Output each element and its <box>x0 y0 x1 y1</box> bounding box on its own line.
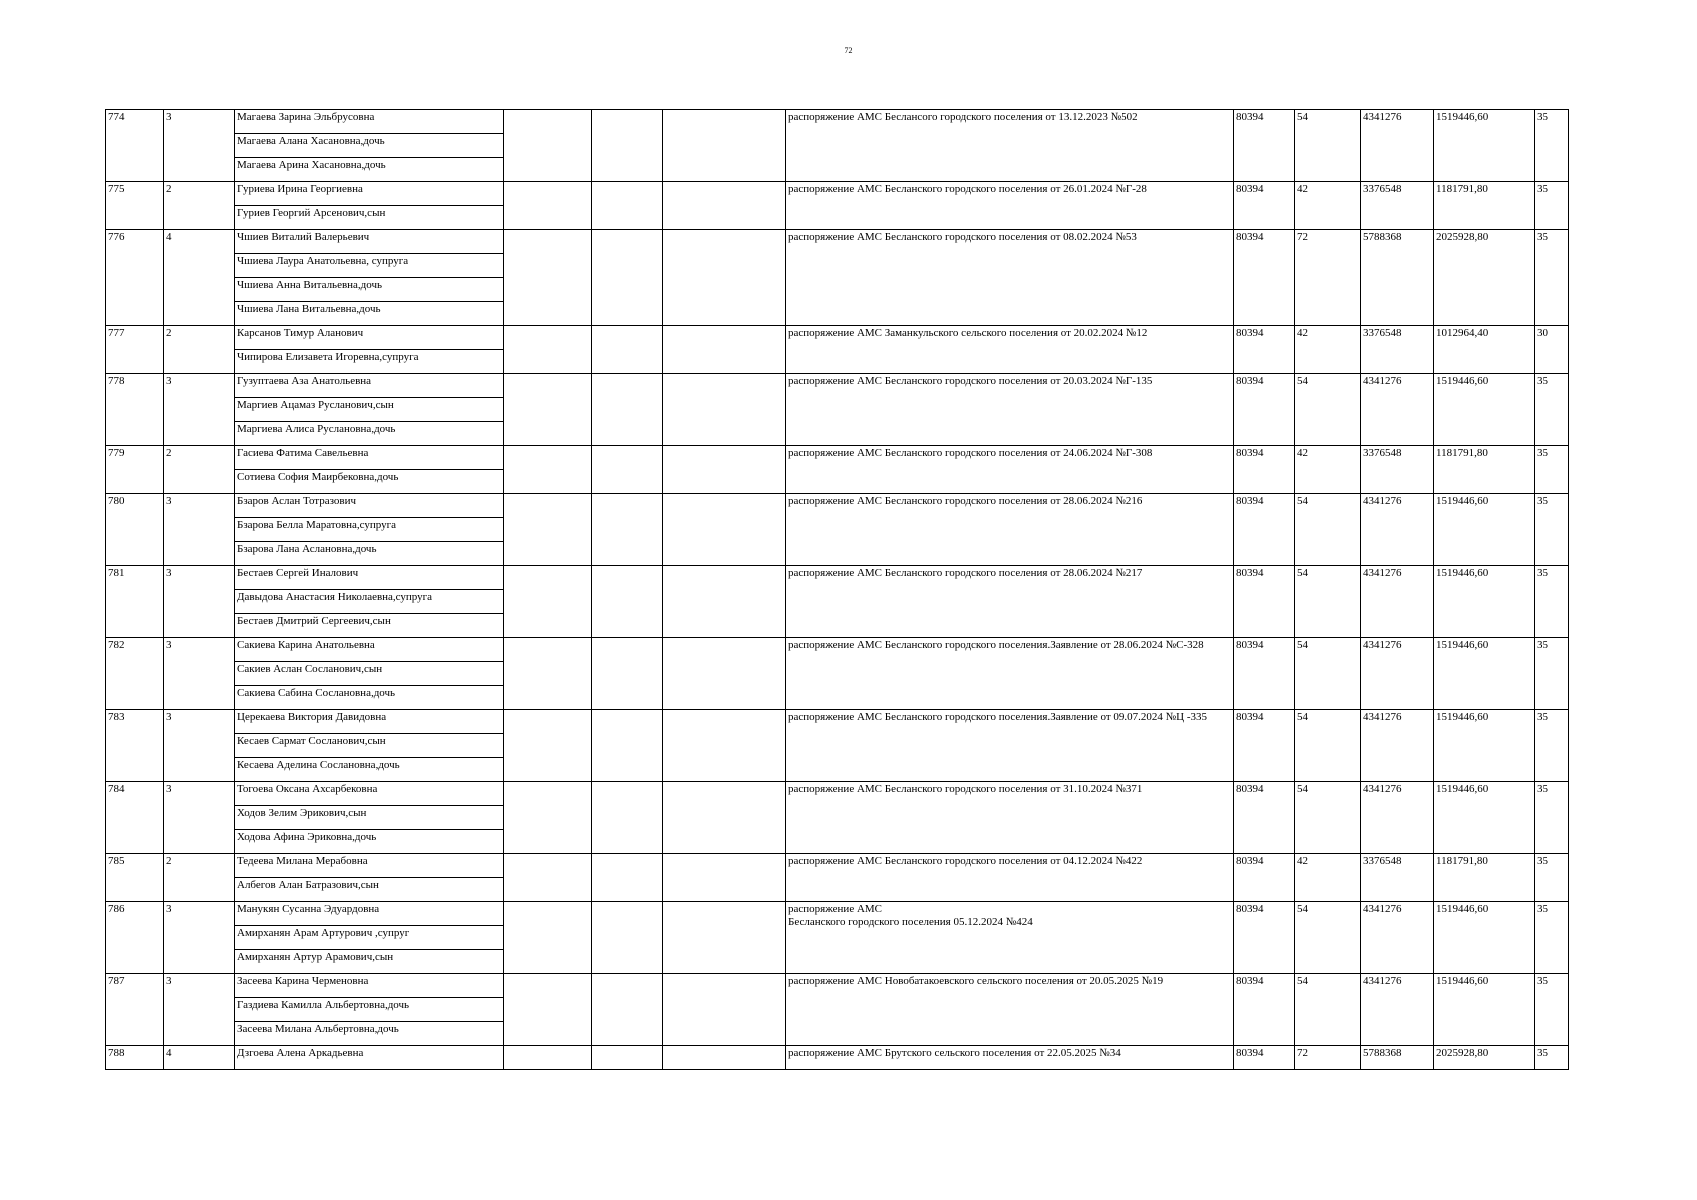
total-cost-cell: 5788368 <box>1361 1046 1434 1070</box>
document-reference-cell: распоряжение АМС Бесланского городского поселения от 31.10.2024 №371 <box>786 782 1234 854</box>
family-size-cell: 3 <box>164 638 235 710</box>
record-number-cell: 775 <box>106 182 164 230</box>
empty-cell <box>663 782 786 854</box>
empty-cell <box>663 710 786 782</box>
empty-cell <box>504 974 592 1046</box>
family-member-cell: Магаева Арина Хасановна,дочь <box>235 158 504 182</box>
percent-cell: 35 <box>1535 110 1569 182</box>
empty-cell <box>592 566 663 638</box>
area-cell: 42 <box>1295 446 1361 494</box>
family-size-cell: 2 <box>164 446 235 494</box>
empty-cell <box>504 110 592 182</box>
empty-cell <box>504 1046 592 1070</box>
family-size-cell: 3 <box>164 902 235 974</box>
payment-cell: 1519446,60 <box>1434 902 1535 974</box>
area-cell: 42 <box>1295 326 1361 374</box>
family-member-cell: Чшиева Лаура Анатольевна, супруга <box>235 254 504 278</box>
family-member-cell: Гуриев Георгий Арсенович,сын <box>235 206 504 230</box>
empty-cell <box>663 374 786 446</box>
empty-cell <box>592 974 663 1046</box>
area-cell: 72 <box>1295 230 1361 326</box>
family-member-cell: Албегов Алан Батразович,сын <box>235 878 504 902</box>
payment-cell: 1181791,80 <box>1434 854 1535 902</box>
family-size-cell: 3 <box>164 782 235 854</box>
document-reference-cell: распоряжение АМС Бесланского городского поселения от 28.06.2024 №217 <box>786 566 1234 638</box>
empty-cell <box>592 854 663 902</box>
empty-cell <box>592 326 663 374</box>
table-row <box>106 710 1569 734</box>
total-cost-cell: 3376548 <box>1361 326 1434 374</box>
percent-cell: 30 <box>1535 326 1569 374</box>
table-row <box>106 782 1569 806</box>
family-size-cell: 2 <box>164 326 235 374</box>
family-member-cell: Магаева Зарина Эльбрусовна <box>235 110 504 134</box>
document-reference-cell: распоряжение АМС Бесланского городского поселения от 24.06.2024 №Г-308 <box>786 446 1234 494</box>
family-member-cell: Засеева Карина Черменовна <box>235 974 504 998</box>
percent-cell: 35 <box>1535 782 1569 854</box>
family-member-cell: Церекаева Виктория Давидовна <box>235 710 504 734</box>
family-member-cell: Чипирова Елизавета Игоревна,супруга <box>235 350 504 374</box>
empty-cell <box>504 902 592 974</box>
empty-cell <box>663 494 786 566</box>
total-cost-cell: 5788368 <box>1361 230 1434 326</box>
family-member-cell: Сакиев Аслан Сосланович,сын <box>235 662 504 686</box>
table-row <box>106 1046 1569 1070</box>
family-member-cell: Магаева Алана Хасановна,дочь <box>235 134 504 158</box>
area-cell: 42 <box>1295 854 1361 902</box>
payment-cell: 1519446,60 <box>1434 494 1535 566</box>
table-row <box>106 230 1569 254</box>
empty-cell <box>504 326 592 374</box>
family-member-cell: Гуриева Ирина Георгиевна <box>235 182 504 206</box>
document-reference-cell: распоряжение АМС Бесланского городского поселения от 20.03.2024 №Г-135 <box>786 374 1234 446</box>
table-row <box>106 374 1569 398</box>
family-member-cell: Гузуптаева Аза Анатольевна <box>235 374 504 398</box>
family-member-cell: Чшиева Лана Витальевна,дочь <box>235 302 504 326</box>
table-row <box>106 566 1569 590</box>
norm-cost-cell: 80394 <box>1234 638 1295 710</box>
empty-cell <box>504 782 592 854</box>
norm-cost-cell: 80394 <box>1234 782 1295 854</box>
family-size-cell: 4 <box>164 1046 235 1070</box>
total-cost-cell: 4341276 <box>1361 494 1434 566</box>
norm-cost-cell: 80394 <box>1234 446 1295 494</box>
family-member-cell: Манукян Сусанна Эдуардовна <box>235 902 504 926</box>
percent-cell: 35 <box>1535 638 1569 710</box>
area-cell: 54 <box>1295 902 1361 974</box>
empty-cell <box>504 446 592 494</box>
family-member-cell: Газдиева Камилла Альбертовна,дочь <box>235 998 504 1022</box>
norm-cost-cell: 80394 <box>1234 1046 1295 1070</box>
document-reference-cell: распоряжение АМС Бесланского городского поселения от 08.02.2024 №53 <box>786 230 1234 326</box>
empty-cell <box>592 374 663 446</box>
total-cost-cell: 4341276 <box>1361 374 1434 446</box>
empty-cell <box>592 182 663 230</box>
document-reference-cell: распоряжение АМС Заманкульского сельского поселения от 20.02.2024 №12 <box>786 326 1234 374</box>
family-member-cell: Маргиев Ацамаз Русланович,сын <box>235 398 504 422</box>
norm-cost-cell: 80394 <box>1234 902 1295 974</box>
family-member-cell: Чшиева Анна Витальевна,дочь <box>235 278 504 302</box>
payment-cell: 2025928,80 <box>1434 230 1535 326</box>
record-number-cell: 779 <box>106 446 164 494</box>
table-row <box>106 854 1569 878</box>
page-number: 72 <box>844 46 853 55</box>
document-reference-cell: распоряжение АМС Бесланского городского поселения от 04.12.2024 №422 <box>786 854 1234 902</box>
table-row <box>106 110 1569 134</box>
percent-cell: 35 <box>1535 1046 1569 1070</box>
family-size-cell: 3 <box>164 494 235 566</box>
document-reference-cell: распоряжение АМС Брутского сельского поселения от 22.05.2025 №34 <box>786 1046 1234 1070</box>
family-member-cell: Кесаева Аделина Сослановна,дочь <box>235 758 504 782</box>
area-cell: 72 <box>1295 1046 1361 1070</box>
norm-cost-cell: 80394 <box>1234 566 1295 638</box>
family-member-cell: Засеева Милана Альбертовна,дочь <box>235 1022 504 1046</box>
table-row <box>106 446 1569 470</box>
percent-cell: 35 <box>1535 566 1569 638</box>
empty-cell <box>663 638 786 710</box>
empty-cell <box>663 1046 786 1070</box>
percent-cell: 35 <box>1535 230 1569 326</box>
area-cell: 54 <box>1295 566 1361 638</box>
document-reference-cell: распоряжение АМС Бесланского городского поселения от 28.06.2024 №216 <box>786 494 1234 566</box>
registry-body <box>106 110 1569 1070</box>
family-size-cell: 3 <box>164 566 235 638</box>
family-member-cell: Маргиева Алиса Руслановна,дочь <box>235 422 504 446</box>
family-size-cell: 4 <box>164 230 235 326</box>
family-member-cell: Сакиева Сабина Сослановна,дочь <box>235 686 504 710</box>
family-size-cell: 3 <box>164 110 235 182</box>
family-member-cell: Сакиева Карина Анатольевна <box>235 638 504 662</box>
family-member-cell: Бестаев Дмитрий Сергеевич,сын <box>235 614 504 638</box>
area-cell: 54 <box>1295 638 1361 710</box>
record-number-cell: 783 <box>106 710 164 782</box>
document-reference-cell: распоряжение АМС Бесланского городского поселения.Заявление от 09.07.2024 №Ц -335 <box>786 710 1234 782</box>
family-member-cell: Гасиева Фатима Савельевна <box>235 446 504 470</box>
norm-cost-cell: 80394 <box>1234 374 1295 446</box>
empty-cell <box>663 566 786 638</box>
empty-cell <box>504 374 592 446</box>
empty-cell <box>504 854 592 902</box>
record-number-cell: 785 <box>106 854 164 902</box>
norm-cost-cell: 80394 <box>1234 230 1295 326</box>
empty-cell <box>504 710 592 782</box>
empty-cell <box>592 230 663 326</box>
document-reference-cell: распоряжение АМС Бесланского городского поселения 05.12.2024 №424 <box>786 902 1234 974</box>
table-row <box>106 902 1569 926</box>
document-reference-cell: распоряжение АМС Новобатакоевского сельского поселения от 20.05.2025 №19 <box>786 974 1234 1046</box>
payment-cell: 1519446,60 <box>1434 566 1535 638</box>
table-row <box>106 326 1569 350</box>
total-cost-cell: 4341276 <box>1361 782 1434 854</box>
family-size-cell: 2 <box>164 854 235 902</box>
family-member-cell: Бзарова Лана Аслановна,дочь <box>235 542 504 566</box>
empty-cell <box>504 230 592 326</box>
family-member-cell: Бзаров Аслан Тотразович <box>235 494 504 518</box>
empty-cell <box>504 566 592 638</box>
empty-cell <box>663 974 786 1046</box>
total-cost-cell: 4341276 <box>1361 566 1434 638</box>
empty-cell <box>592 638 663 710</box>
empty-cell <box>663 182 786 230</box>
table-row <box>106 182 1569 206</box>
norm-cost-cell: 80394 <box>1234 974 1295 1046</box>
record-number-cell: 778 <box>106 374 164 446</box>
table-row <box>106 494 1569 518</box>
family-member-cell: Ходов Зелим Эрикович,сын <box>235 806 504 830</box>
family-member-cell: Амирханян Арам Артурович ,супруг <box>235 926 504 950</box>
total-cost-cell: 4341276 <box>1361 638 1434 710</box>
payment-cell: 1519446,60 <box>1434 782 1535 854</box>
family-member-cell: Амирханян Артур Арамович,сын <box>235 950 504 974</box>
norm-cost-cell: 80394 <box>1234 326 1295 374</box>
area-cell: 42 <box>1295 182 1361 230</box>
family-member-cell: Чшиев Виталий Валерьевич <box>235 230 504 254</box>
area-cell: 54 <box>1295 374 1361 446</box>
area-cell: 54 <box>1295 974 1361 1046</box>
area-cell: 54 <box>1295 710 1361 782</box>
percent-cell: 35 <box>1535 182 1569 230</box>
payment-cell: 2025928,80 <box>1434 1046 1535 1070</box>
family-member-cell: Тогоева Оксана Ахсарбековна <box>235 782 504 806</box>
record-number-cell: 774 <box>106 110 164 182</box>
family-member-cell: Кесаев Сармат Сосланович,сын <box>235 734 504 758</box>
empty-cell <box>663 902 786 974</box>
family-member-cell: Карсанов Тимур Аланович <box>235 326 504 350</box>
empty-cell <box>663 854 786 902</box>
family-size-cell: 2 <box>164 182 235 230</box>
empty-cell <box>592 1046 663 1070</box>
empty-cell <box>592 902 663 974</box>
percent-cell: 35 <box>1535 854 1569 902</box>
empty-cell <box>663 230 786 326</box>
percent-cell: 35 <box>1535 710 1569 782</box>
empty-cell <box>504 638 592 710</box>
percent-cell: 35 <box>1535 446 1569 494</box>
payment-cell: 1519446,60 <box>1434 374 1535 446</box>
family-member-cell: Бзарова Белла Маратовна,супруга <box>235 518 504 542</box>
area-cell: 54 <box>1295 494 1361 566</box>
percent-cell: 35 <box>1535 494 1569 566</box>
document-reference-cell: распоряжение АМС Бесланского городского поселения.Заявление от 28.06.2024 №С-328 <box>786 638 1234 710</box>
total-cost-cell: 3376548 <box>1361 446 1434 494</box>
total-cost-cell: 4341276 <box>1361 710 1434 782</box>
table-row <box>106 974 1569 998</box>
family-member-cell: Тедеева Милана Мерабовна <box>235 854 504 878</box>
table-row <box>106 638 1569 662</box>
area-cell: 54 <box>1295 110 1361 182</box>
family-size-cell: 3 <box>164 974 235 1046</box>
empty-cell <box>592 110 663 182</box>
total-cost-cell: 4341276 <box>1361 974 1434 1046</box>
empty-cell <box>663 110 786 182</box>
payment-cell: 1519446,60 <box>1434 638 1535 710</box>
document-reference-cell: распоряжение АМС Беслансого городского поселения от 13.12.2023 №502 <box>786 110 1234 182</box>
family-member-cell: Бестаев Сергей Иналович <box>235 566 504 590</box>
record-number-cell: 780 <box>106 494 164 566</box>
norm-cost-cell: 80394 <box>1234 110 1295 182</box>
norm-cost-cell: 80394 <box>1234 494 1295 566</box>
total-cost-cell: 4341276 <box>1361 902 1434 974</box>
total-cost-cell: 4341276 <box>1361 110 1434 182</box>
family-member-cell: Сотиева София Маирбековна,дочь <box>235 470 504 494</box>
total-cost-cell: 3376548 <box>1361 182 1434 230</box>
family-member-cell: Дзгоева Алена Аркадьевна <box>235 1046 504 1070</box>
record-number-cell: 776 <box>106 230 164 326</box>
empty-cell <box>592 782 663 854</box>
total-cost-cell: 3376548 <box>1361 854 1434 902</box>
record-number-cell: 782 <box>106 638 164 710</box>
record-number-cell: 781 <box>106 566 164 638</box>
norm-cost-cell: 80394 <box>1234 710 1295 782</box>
payment-cell: 1519446,60 <box>1434 710 1535 782</box>
empty-cell <box>592 710 663 782</box>
family-member-cell: Ходова Афина Эриковна,дочь <box>235 830 504 854</box>
empty-cell <box>592 494 663 566</box>
record-number-cell: 784 <box>106 782 164 854</box>
empty-cell <box>663 326 786 374</box>
family-member-cell: Давыдова Анастасия Николаевна,супруга <box>235 590 504 614</box>
percent-cell: 35 <box>1535 974 1569 1046</box>
family-size-cell: 3 <box>164 710 235 782</box>
record-number-cell: 777 <box>106 326 164 374</box>
record-number-cell: 786 <box>106 902 164 974</box>
record-number-cell: 788 <box>106 1046 164 1070</box>
document-reference-cell: распоряжение АМС Бесланского городского поселения от 26.01.2024 №Г-28 <box>786 182 1234 230</box>
empty-cell <box>504 494 592 566</box>
percent-cell: 35 <box>1535 902 1569 974</box>
norm-cost-cell: 80394 <box>1234 182 1295 230</box>
empty-cell <box>663 446 786 494</box>
percent-cell: 35 <box>1535 374 1569 446</box>
empty-cell <box>504 182 592 230</box>
payment-cell: 1181791,80 <box>1434 182 1535 230</box>
area-cell: 54 <box>1295 782 1361 854</box>
norm-cost-cell: 80394 <box>1234 854 1295 902</box>
record-number-cell: 787 <box>106 974 164 1046</box>
family-size-cell: 3 <box>164 374 235 446</box>
empty-cell <box>592 446 663 494</box>
payment-cell: 1519446,60 <box>1434 110 1535 182</box>
payment-cell: 1012964,40 <box>1434 326 1535 374</box>
registry-table <box>105 109 1569 1070</box>
payment-cell: 1181791,80 <box>1434 446 1535 494</box>
payment-cell: 1519446,60 <box>1434 974 1535 1046</box>
